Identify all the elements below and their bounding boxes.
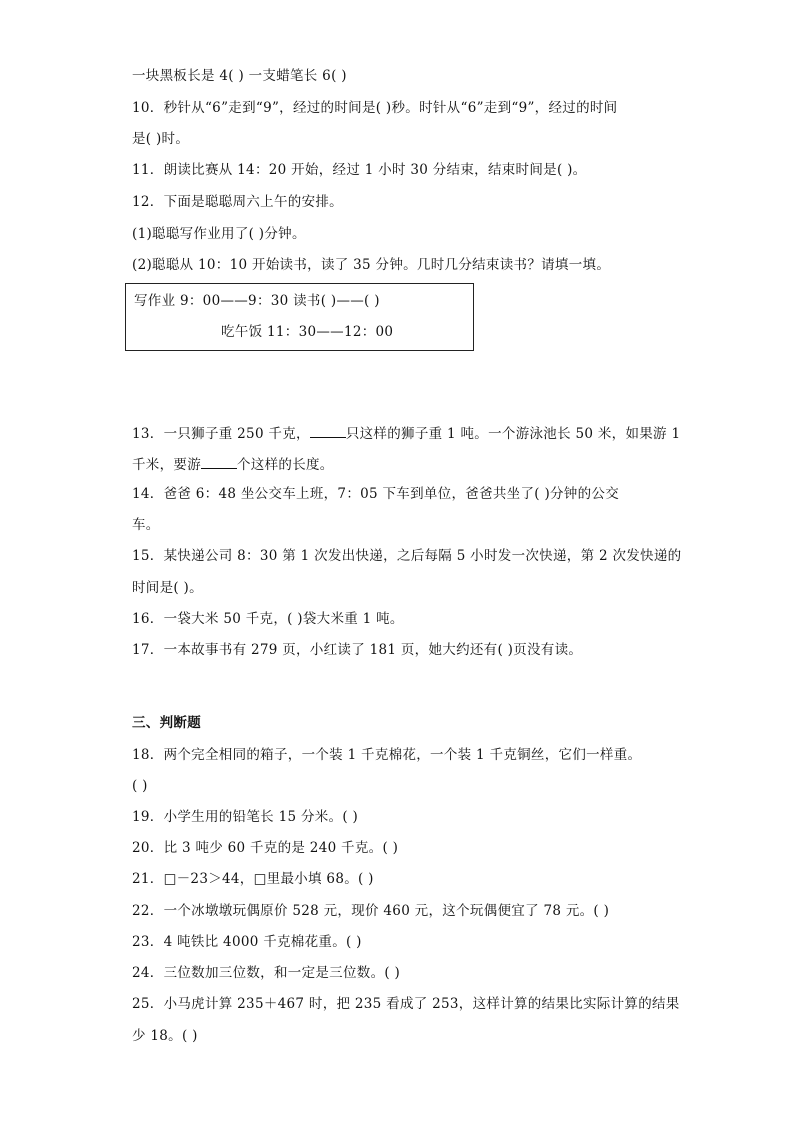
schedule-box (125, 283, 474, 351)
question-13-line-2 (132, 454, 334, 474)
question-12-part-2: (2)聪聪从 10：10 开始读书，读了 35 分钟。几时几分结束读书？请填一填。 (132, 257, 611, 273)
question-12-part-1: (1)聪聪写作业用了( )分钟。 (132, 226, 306, 242)
schedule-row-1: 写作业 9：00——9：30 读书( )——( ) (134, 293, 380, 309)
question-10-line-1: 10．秒针从“6”走到“9”，经过的时间是( )秒。时针从“6”走到“9”，经过的时间 (132, 100, 618, 116)
question-19: 19．小学生用的铅笔长 15 分米。( ) (132, 809, 359, 825)
question-25-line-1: 25．小马虎计算 235＋467 时，把 235 看成了 253，这样计算的结果比实际计算的结果 (132, 996, 680, 1012)
section-heading-judgment: 三、判断题 (132, 715, 201, 731)
question-12: 12．下面是聪聪周六上午的安排。 (132, 194, 343, 210)
schedule-row-2: 吃午饭 11：30——12：00 (221, 324, 394, 340)
question-13-line-1 (132, 423, 680, 443)
question-21: 21．□－23＞44，□里最小填 68。( ) (132, 871, 374, 887)
question-25-line-2: 少 18。( ) (132, 1028, 198, 1044)
question-23: 23．4 吨铁比 4000 千克棉花重。( ) (132, 934, 362, 950)
question-13-text-a: 13．一只狮子重 250 千克， (132, 426, 310, 442)
question-10-line-2: 是( )时。 (132, 131, 190, 147)
question-18-line-2: ( ) (132, 778, 148, 794)
question-20: 20．比 3 吨少 60 千克的是 240 千克。( ) (132, 840, 399, 856)
question-13-text-c: 千米，要游 (132, 457, 201, 473)
question-13-text-b: 只这样的狮子重 1 吨。一个游泳池长 50 米，如果游 1 (345, 426, 681, 442)
question-13-text-d: 个这样的长度。 (237, 457, 334, 473)
question-15-line-1: 15．某快递公司 8：30 第 1 次发出快递，之后每隔 5 小时发一次快递，第 2 次发快递的 (132, 548, 682, 564)
question-17: 17．一本故事书有 279 页，小红读了 181 页，她大约还有( )页没有读。 (132, 642, 583, 658)
question-16: 16．一袋大米 50 千克，( )袋大米重 1 吨。 (132, 611, 404, 627)
question-18-line-1: 18．两个完全相同的箱子，一个装 1 千克棉花，一个装 1 千克铜丝，它们一样重。 (132, 747, 642, 763)
question-22: 22．一个冰墩墩玩偶原价 528 元，现价 460 元，这个玩偶便宜了 78 元。( ) (132, 903, 610, 919)
answer-blank (201, 454, 237, 469)
question-11: 11．朗读比赛从 14：20 开始，经过 1 小时 30 分结束，结束时间是( )。 (132, 162, 587, 178)
question-14-line-1: 14．爸爸 6：48 坐公交车上班，7：05 下车到单位，爸爸共坐了( )分钟的公交 (132, 486, 620, 502)
question-24: 24．三位数加三位数，和一定是三位数。( ) (132, 965, 401, 981)
question-15-line-2: 时间是( )。 (132, 580, 203, 596)
answer-blank (310, 423, 346, 438)
question-9-line: 一块黑板长是 4( ) 一支蜡笔长 6( ) (132, 68, 347, 84)
question-14-line-2: 车。 (132, 517, 160, 533)
